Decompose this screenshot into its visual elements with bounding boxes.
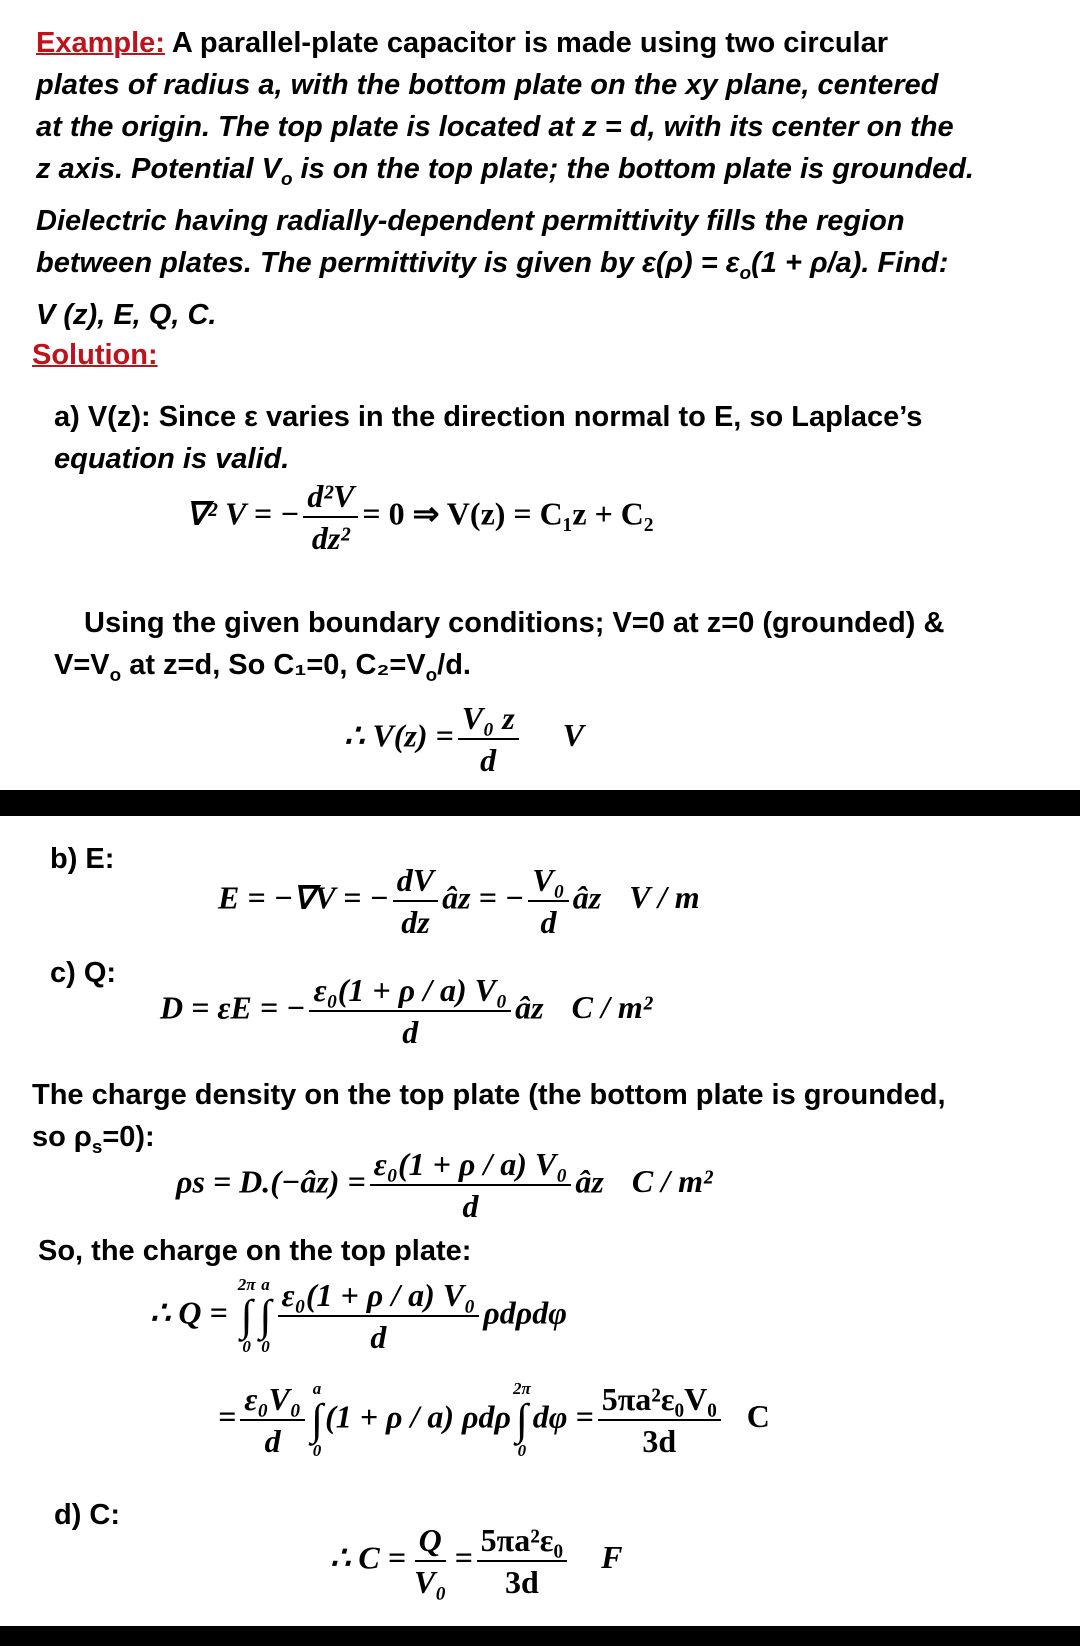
q-evaluated-equation: = $\frac{\text{ε₀V₀}}{d}$ a ∫ 0 (1 + ρ / a) ρdρ 2π ∫ 0 dφ = $\frac{\text{5πa²ε₀V₀}}{3d}$ C xyxy=(218,1379,770,1460)
laplace-equation: ∇² V = − $\frac{\text{d²V}}{\text{dz²}}$ = 0 ⇒ V(z) = C₁z + C₂ xyxy=(186,478,654,556)
part-d-label: d) C: xyxy=(54,1499,121,1531)
d-field-equation: D = εE = − $\frac{\text{ε₀(1 + ρ / a) V₀}}{d}$ âz C / m² xyxy=(160,972,653,1050)
charge-density-line-1: The charge density on the top plate (the bottom plate is grounded, xyxy=(32,1079,946,1111)
bc-line-1: Using the given boundary conditions; V=0 at z=0 (grounded) & xyxy=(84,607,945,639)
problem-line-6: between plates. The permittivity is given by $\varepsilon(\rho) = \varepsilon_o(1 + \rho/a)$. Find: xyxy=(36,246,949,283)
part-a-text xyxy=(54,396,1054,480)
problem-line-2: plates of radius a, with the bottom plate on the xy plane, centered xyxy=(36,69,939,101)
capacitance-equation: ∴ C = $\frac{Q}{\text{V₀}}$ = $\frac{\text{5πa²ε₀}}{3d}$ F xyxy=(330,1522,623,1600)
boundary-conditions xyxy=(84,602,1064,644)
part-a-line-1: a) V(z): Since ε varies in the direction normal to E, so Laplace’s xyxy=(54,401,923,433)
section-divider xyxy=(0,790,1080,816)
rho-s-equation: ρs = D.(−âz) = $\frac{\text{ε₀(1 + ρ / a) V₀}}{d}$ âz C / m² xyxy=(176,1146,713,1224)
example-label: Example: xyxy=(36,27,165,59)
problem-line-3: at the origin. The top plate is located at z = d, with its center on the xyxy=(36,111,954,143)
bc-line-2: $V=V_o$ at z=d, So C₁=0, $C_2=V_o/d$. xyxy=(54,649,471,685)
problem-line-1: Example: A parallel-plate capacitor is made using two circular xyxy=(36,27,889,59)
charge-density-line-2: so $\rho_s=0$): xyxy=(32,1121,155,1157)
v-result-equation: ∴ V(z) = $\frac{\text{V₀ z}}{d}$ V xyxy=(344,700,584,778)
solution-label: Solution: xyxy=(32,339,158,371)
part-a-line-2: equation is valid. xyxy=(54,443,290,475)
e-field-equation: E = −∇V = − $\frac{dV}{dz}$ âz = − $\frac{\text{V₀}}{d}$ âz V / m xyxy=(218,862,700,940)
bottom-border xyxy=(0,1626,1080,1646)
problem-line-4: z axis. Potential $V_o$ is on the top plate; the bottom plate is grounded. xyxy=(36,153,974,189)
part-b-label: b) E: xyxy=(50,843,115,875)
q-integral-equation: ∴ Q = 2π ∫ 0 a ∫ 0 $\frac{\text{ε₀(1 + ρ / a) V₀}}{d}$ ρdρdφ xyxy=(150,1275,567,1356)
top-plate-charge-text: So, the charge on the top plate: xyxy=(38,1235,472,1267)
problem-line-7: V (z), E, Q, C. xyxy=(36,298,217,331)
problem-statement xyxy=(36,22,1056,336)
problem-line-5: Dielectric having radially-dependent permittivity fills the region xyxy=(36,204,905,237)
part-c-label: c) Q: xyxy=(50,957,117,989)
